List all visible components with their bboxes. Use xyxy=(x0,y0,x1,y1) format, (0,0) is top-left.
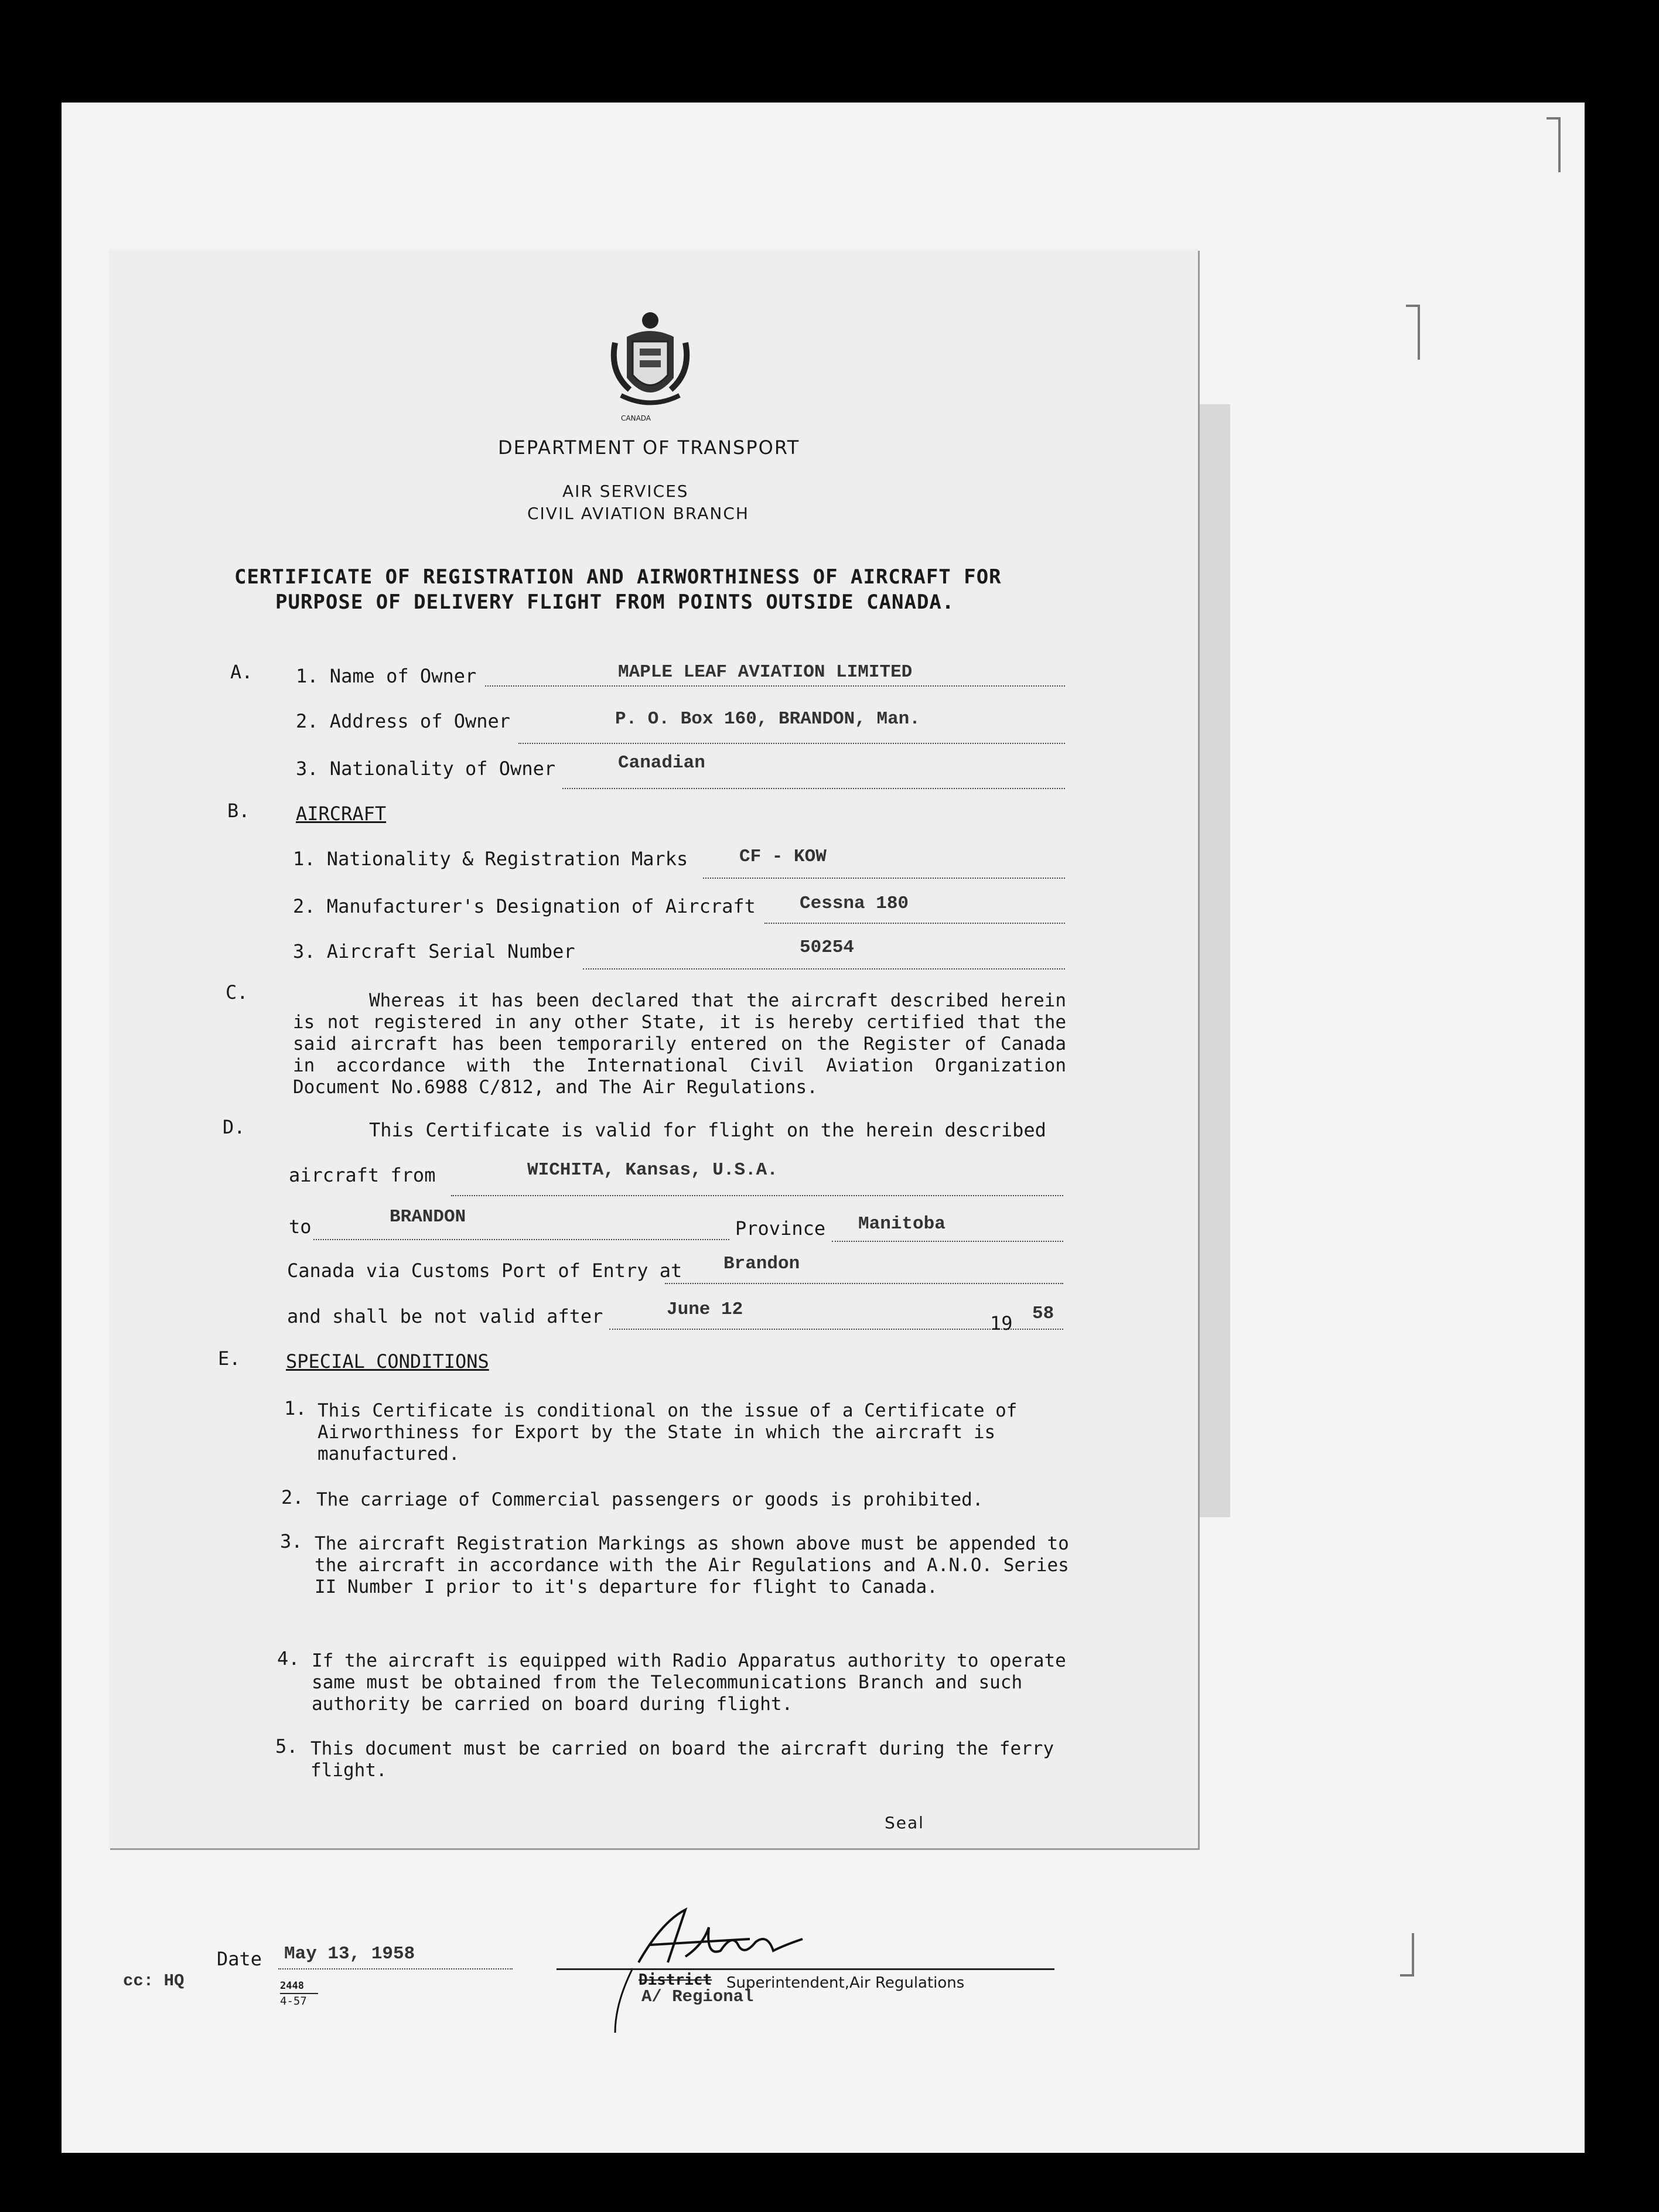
fill-line xyxy=(278,1968,513,1969)
issue-date-label: Date xyxy=(217,1948,262,1970)
condition-number: 3. xyxy=(280,1530,303,1552)
form-date: 4-57 xyxy=(280,1995,307,2008)
condition-number: 4. xyxy=(277,1647,300,1670)
section-letter: C. xyxy=(226,981,248,1003)
condition-text: This Certificate is conditional on the issue of a Certificate of Airworthiness for Export by the State in which the aircraft is manufactured. xyxy=(318,1400,1018,1465)
port-of-entry-value: Brandon xyxy=(723,1254,800,1274)
province-label: Province xyxy=(735,1217,826,1240)
struck-title: District xyxy=(639,1971,712,1989)
fill-line xyxy=(832,1241,1063,1242)
condition-number: 2. xyxy=(281,1486,304,1508)
scan-corner-mark xyxy=(1547,117,1561,172)
form-divider xyxy=(280,1993,318,1994)
fill-line xyxy=(764,923,1065,924)
fill-line xyxy=(485,685,1065,687)
aircraft-designation-label: 2. Manufacturer's Designation of Aircraft xyxy=(293,895,756,917)
section-letter: D. xyxy=(223,1116,245,1138)
condition-text: The aircraft Registration Markings as shown above must be appended to the aircraft in accordance with the Air Regulations and A.N.O. Series II Number I prior to it's departure for flight to Canada. xyxy=(315,1533,1069,1597)
signature-icon xyxy=(598,1875,844,2039)
expiry-date-value: June 12 xyxy=(667,1299,743,1320)
seal-label: Seal xyxy=(885,1813,924,1832)
condition-text: If the aircraft is equipped with Radio Apparatus authority to operate same must be obtained from the Telecommunications Branch and such authority be carried on board during flight. xyxy=(312,1650,1066,1715)
coat-of-arms-icon xyxy=(603,308,697,425)
condition-number: 1. xyxy=(284,1397,307,1419)
owner-address-value: P. O. Box 160, BRANDON, Man. xyxy=(615,709,920,729)
certificate-title-line2: PURPOSE OF DELIVERY FLIGHT FROM POINTS OUTSIDE CANADA. xyxy=(275,590,955,614)
special-conditions-heading: SPECIAL CONDITIONS xyxy=(286,1350,489,1373)
owner-name-label: 1. Name of Owner xyxy=(296,665,477,687)
form-number: 2448 xyxy=(280,1980,304,1992)
condition-text: This document must be carried on board the aircraft during the ferry flight. xyxy=(310,1738,1054,1781)
signer-title: Superintendent,Air Regulations xyxy=(726,1974,965,1992)
flight-to-label: to xyxy=(289,1216,312,1238)
flight-from-value: WICHITA, Kansas, U.S.A. xyxy=(527,1160,778,1180)
condition-text: The carriage of Commercial passengers or goods is prohibited. xyxy=(316,1489,984,1510)
aircraft-designation-value: Cessna 180 xyxy=(800,893,909,914)
aircraft-serial-value: 50254 xyxy=(800,937,855,958)
aircraft-heading: AIRCRAFT xyxy=(296,803,387,825)
crest-caption: CANADA xyxy=(621,414,651,422)
section-letter: E. xyxy=(218,1347,241,1370)
branch-heading: CIVIL AVIATION BRANCH xyxy=(527,504,749,523)
province-value: Manitoba xyxy=(858,1214,945,1234)
expiry-year-value: 58 xyxy=(1032,1303,1054,1324)
scan-corner-mark xyxy=(1406,305,1420,360)
fill-line xyxy=(583,968,1065,970)
port-of-entry-label: Canada via Customs Port of Entry at xyxy=(287,1259,682,1282)
validity-intro: This Certificate is valid for flight on the herein described xyxy=(369,1119,1046,1141)
signer-prefix: A/ Regional xyxy=(641,1987,754,2006)
aircraft-serial-label: 3. Aircraft Serial Number xyxy=(293,940,575,962)
owner-nationality-label: 3. Nationality of Owner xyxy=(296,757,556,780)
service-heading: AIR SERVICES xyxy=(562,482,689,501)
registration-declaration: Whereas it has been declared that the aircraft described herein is not registered in any other State, it is hereby certified that the said aircraft has been temporarily entered on the Register of Canada in accordance with the International Civil Aviation Organization Document No.6988 C/812, and The Air Regulations. xyxy=(293,990,1066,1098)
expiry-label: and shall be not valid after xyxy=(287,1305,603,1327)
signature-line xyxy=(557,1968,1054,1970)
carbon-copy: cc: HQ xyxy=(123,1971,185,1991)
flight-to-value: BRANDON xyxy=(390,1207,466,1227)
fill-line xyxy=(451,1195,1063,1196)
scan-corner-mark xyxy=(1400,1933,1414,1977)
section-letter: B. xyxy=(227,800,250,822)
fill-line xyxy=(665,1283,1063,1284)
fill-line xyxy=(562,788,1065,789)
fill-line xyxy=(313,1239,729,1240)
issue-date-value: May 13, 1958 xyxy=(284,1944,415,1964)
registration-marks-label: 1. Nationality & Registration Marks xyxy=(293,848,688,870)
fill-line xyxy=(518,743,1065,744)
section-letter: A. xyxy=(230,661,253,683)
owner-nationality-value: Canadian xyxy=(618,753,705,773)
certificate-title-line1: CERTIFICATE OF REGISTRATION AND AIRWORTHINESS OF AIRCRAFT FOR xyxy=(234,565,1002,589)
department-heading: DEPARTMENT OF TRANSPORT xyxy=(498,436,800,459)
condition-number: 5. xyxy=(275,1735,298,1757)
owner-address-label: 2. Address of Owner xyxy=(296,710,511,732)
flight-from-label: aircraft from xyxy=(289,1164,436,1186)
owner-name-value: MAPLE LEAF AVIATION LIMITED xyxy=(618,662,913,682)
registration-marks-value: CF - KOW xyxy=(739,846,827,867)
fill-line xyxy=(703,878,1065,879)
expiry-year-prefix: 19 xyxy=(990,1312,1013,1334)
